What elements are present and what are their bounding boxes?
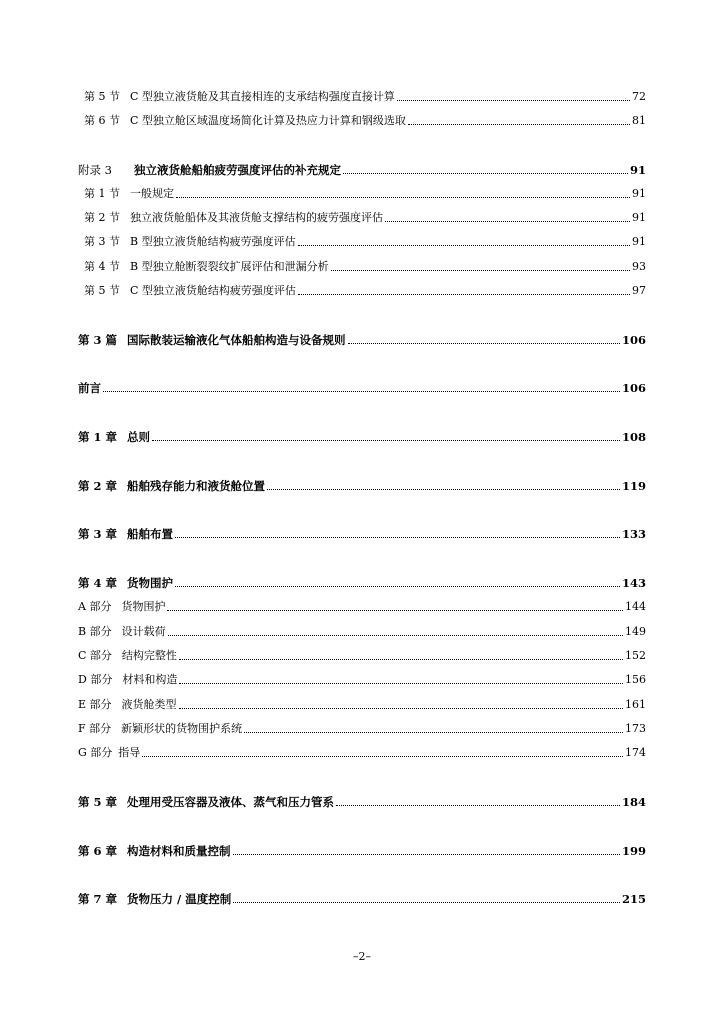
toc-entry-title: 处理用受压容器及液体、蒸气和压力管系 [127,795,335,809]
toc-entry-page: 93 [632,260,646,273]
toc-entry-title: 货物压力 / 温度控制 [127,892,232,906]
toc-entry [0,696,724,712]
dot-leader [233,902,620,903]
toc-entry [0,331,724,347]
dot-leader [298,245,630,246]
page-number: –2– [353,950,371,963]
toc-entry-page: 174 [625,746,646,759]
toc-entry-number: 附录 3 [78,163,112,177]
toc-entry-title: 独立液货舱船体及其液货舱支撑结构的疲劳强度评估 [130,211,383,224]
toc-entry-title: 货物围护 [127,576,174,590]
toc-entry-page: 152 [625,649,646,662]
toc-entry-page: 106 [621,333,646,347]
toc-entry [0,598,724,614]
toc-entry [0,842,724,858]
toc-entry-number: B 部分 [78,625,112,638]
dot-leader [175,537,620,538]
toc-entry-title: 独立液货舱船舶疲劳强度评估的补充规定 [133,163,341,177]
toc-entry [0,161,724,177]
toc-entry-number: 第 4 章 [78,576,118,590]
toc-entry-page: 144 [625,600,646,613]
toc-entry [0,209,724,225]
toc-entry-title: B 型独立液货舱结构疲劳强度评估 [130,235,296,248]
dot-leader [175,586,620,587]
toc-entry-number: 第 5 章 [78,795,118,809]
toc-entry-number: A 部分 [78,600,112,613]
toc-entry-page: 91 [632,211,646,224]
toc-entry [0,890,724,906]
toc-entry-title: 船舶残存能力和液货舱位置 [127,479,266,493]
toc-entry [0,233,724,249]
dot-leader [103,391,620,392]
toc-entry-number: G 部分 [78,746,113,759]
toc-entry-title: 指导 [118,746,141,759]
dot-leader [298,294,630,295]
toc-entry-page: 91 [629,163,646,177]
toc-entry-title: 船舶布置 [127,527,174,541]
toc-entry-page: 184 [621,795,646,809]
dot-leader [179,659,623,660]
toc-entry-title: 国际散装运输液化气体船舶构造与设备规则 [127,333,346,347]
toc-entry-number: 第 7 章 [78,892,118,906]
toc-entry-number: F 部分 [78,722,112,735]
toc-entry-page: 106 [621,381,646,395]
toc-entry-number: 第 5 节 [84,284,120,297]
toc-entry-page: 97 [632,284,646,297]
dot-leader [348,343,620,344]
toc-entry-title: 结构完整性 [121,649,177,662]
toc-entry-number: 第 1 节 [84,187,120,200]
toc-entry-title: 构造材料和质量控制 [127,844,231,858]
toc-entry [0,574,724,590]
toc-entry-number: D 部分 [78,673,113,686]
toc-entry-title: C 型独立液货舱及其直接相连的支承结构强度直接计算 [130,90,395,103]
toc-entry-page: 149 [625,625,646,638]
toc-entry-page: 108 [621,430,646,444]
toc-entry-page: 215 [621,892,646,906]
toc-entry-number: 第 6 章 [78,844,118,858]
toc-entry-number: 第 1 章 [78,430,118,444]
dot-leader [343,173,628,174]
toc-entry-number: 第 3 篇 [78,333,118,347]
dot-leader [233,854,620,855]
dot-leader [142,756,623,757]
toc-entry-number: 第 4 节 [84,260,120,273]
toc-entry-page: 199 [621,844,646,858]
dot-leader [331,270,630,271]
toc-entry-number: E 部分 [78,698,112,711]
dot-leader [244,732,623,733]
toc-entry-title: B 型独立舱断裂裂纹扩展评估和泄漏分析 [130,260,329,273]
toc-entry-title: 货物围护 [121,600,166,613]
toc-entry-title: 前言 [78,381,101,395]
toc-entry-page: 133 [621,527,646,541]
dot-leader [397,100,630,101]
toc-entry-page: 119 [621,479,646,493]
toc-entry-number: C 部分 [78,649,112,662]
toc-entry [0,258,724,274]
dot-leader [267,489,620,490]
toc-entry-number: 第 5 节 [84,90,120,103]
toc-entry-page: 81 [632,114,646,127]
toc-entry-page: 91 [632,187,646,200]
toc-entry-number: 第 2 节 [84,211,120,224]
toc-entry-page: 91 [632,235,646,248]
toc-entry-title: 液货舱类型 [121,698,177,711]
toc-entry-number: 第 3 章 [78,527,118,541]
dot-leader [385,221,630,222]
dot-leader [167,610,623,611]
toc-entry-page: 161 [625,698,646,711]
toc-entry [0,647,724,663]
dot-leader [408,124,630,125]
dot-leader [152,440,620,441]
toc-entry [0,185,724,201]
toc-entry [0,428,724,444]
toc-entry-number: 第 2 章 [78,479,118,493]
toc-entry-number: 第 6 节 [84,114,120,127]
toc-entry-page: 156 [625,673,646,686]
toc-entry-page: 143 [621,576,646,590]
toc-entry [0,623,724,639]
dot-leader [176,197,630,198]
dot-leader [336,805,620,806]
toc-entry-title: 一般规定 [130,187,174,200]
toc-entry [0,525,724,541]
toc-entry [0,379,724,395]
toc-entry-number: 第 3 节 [84,235,120,248]
toc-entry [0,744,724,760]
toc-entry-title: C 型独立液货舱结构疲劳强度评估 [130,284,296,297]
toc-entry [0,477,724,493]
toc-entry-title: C 型独立舱区域温度场简化计算及热应力计算和钢级选取 [130,114,406,127]
toc-entry [0,112,724,128]
toc-entry-page: 173 [625,722,646,735]
toc-entry [0,88,724,104]
toc-entry [0,671,724,687]
dot-leader [179,683,623,684]
toc-entry-page: 72 [632,90,646,103]
dot-leader [168,635,623,636]
toc-entry-title: 材料和构造 [122,673,178,686]
toc-entry [0,282,724,298]
toc-entry-title: 设计载荷 [121,625,166,638]
toc-entry [0,720,724,736]
dot-leader [179,708,623,709]
toc-entry-title: 新颖形状的货物围护系统 [121,722,243,735]
toc-entry-title: 总则 [127,430,151,444]
toc-entry [0,793,724,809]
